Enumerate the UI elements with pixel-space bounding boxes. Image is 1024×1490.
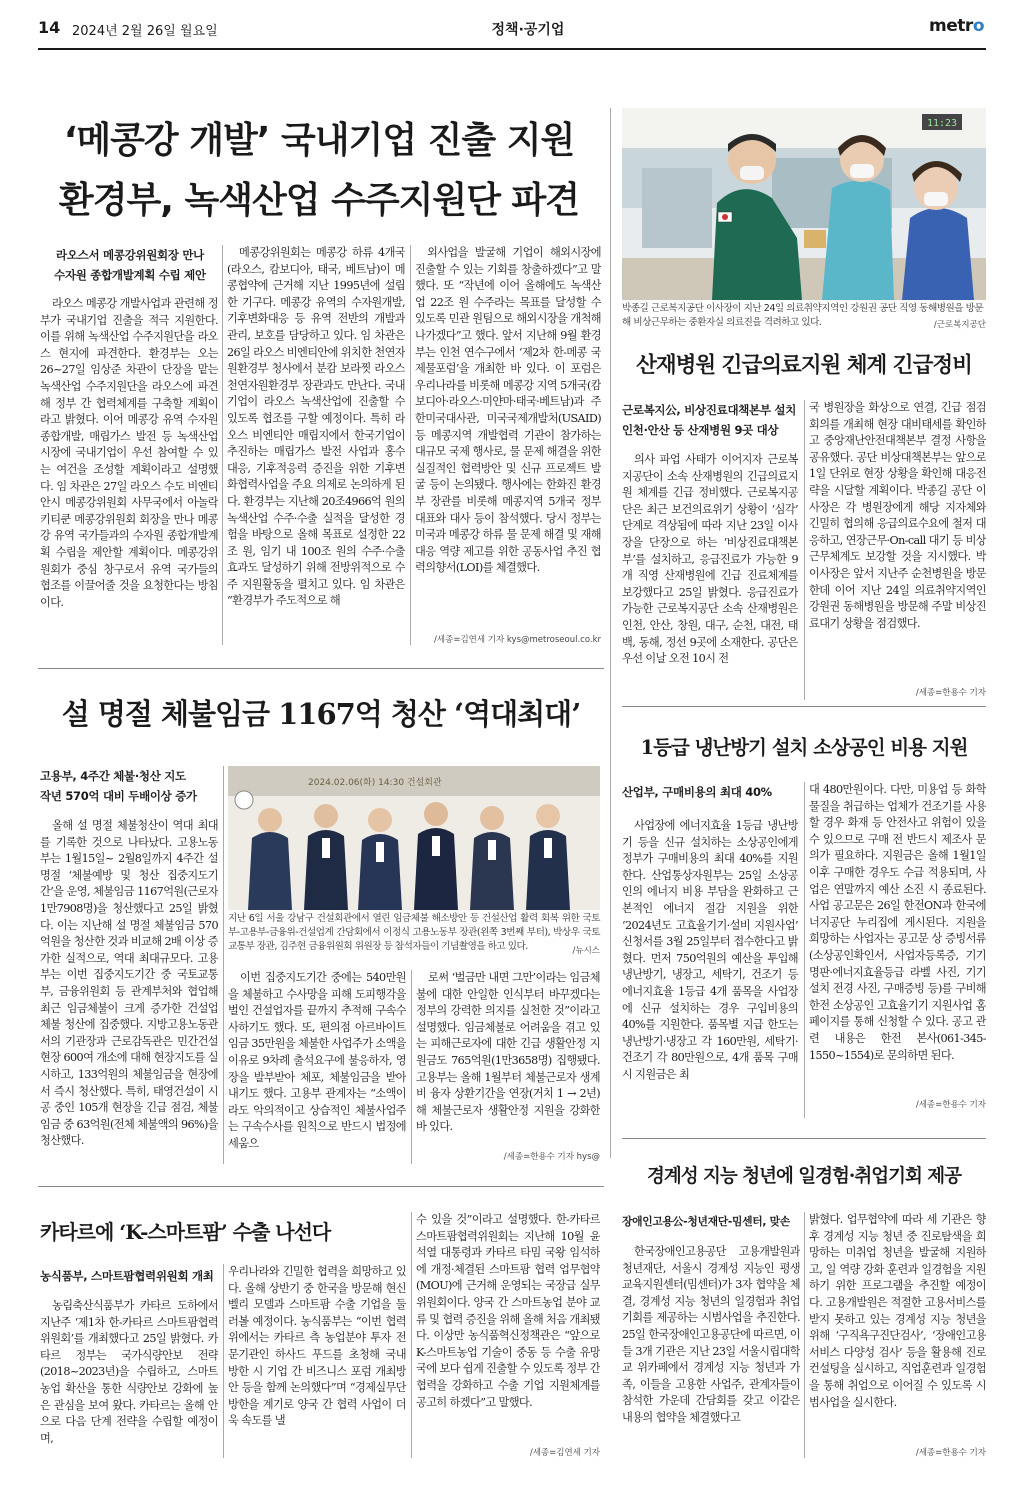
a2-title: 산재병원 긴급의료지원 체계 긴급정비: [636, 353, 972, 378]
a6-column-1: 한국장애인고용공단 고용개발원과 청년재단, 서울시 경계성 지능인 평생교육지원센터(밈센터)가 3자 협약을 체결, 경계성 지능 청년의 일경험과 취업 기회를 제공하는 시범사업을 추진한다. 25일 한국장애인고용공단에 따르면, 이들 3개 기관은 지난 23일 서울시립대학교 위카페에서 경계성 지능 청년과 가족, 이들을 고용한 사업주, 관계자들이 참석한 가운데 간담회를 갖고 이같은 내용의 협약을 체결했다고: [622, 1245, 800, 1424]
column-rule: [804, 782, 805, 1118]
a1-byline: /세종=김연세 기자 kys@metroseoul.co.kr: [434, 635, 601, 645]
a6-subheading: 장애인고용公-청년재단-밈센터, 맞손: [622, 1215, 790, 1228]
a5-byline: /세종=김연세 기자: [529, 1448, 600, 1458]
a6-title: 경계성 지능 청년에 일경험·취업기회 제공: [646, 1166, 961, 1187]
issue-date: 2024년 2월 26일 월요일: [72, 24, 218, 39]
a1-title-line2: 환경부, 녹색산업 수주지원단 파견: [58, 180, 580, 221]
section-name: 정책·공기업: [491, 22, 565, 38]
a1-column-2: 메콩강위원회는 메콩강 하류 4개국(라오스, 캄보디아, 태국, 베트남)이 메콩협약에 근거해 지난 1995년에 설립한 기구다. 메콩강 유역의 수자원개발, 기후변화대응 등 유역 전반의 개발과 관리, 보호를 담당하고 있다. 임 차관은 26일 라오스 비엔티안에 위치한 천연자원환경부 청사에서 분캄 보라찟 라오스 천연자원환경부 장관과도 만난다. 국내기업이 라오스 녹색산업에 진출할 수 있도록 협조를 구할 예정이다. 특히 라오스 비엔티안 매립지에서 한국기업이 추진하는 매립가스 발전 사업과 홍수 대응, 기후적응력 증진을 위한 기후변화협력사업을 주요 의제로 논의하게 된다. 환경부는 지난해 20조4966억 원의 녹색산업 수주·수출 실적을 달성한 경험을 바탕으로 올해 목표로 설정한 22조 원, 임기 내 100조 원의 수주·수출 효과도 달성하기 위해 전방위적으로 수주 지원활동을 펼치고 있다. 임 차관은 “환경부가 주도적으로 해: [227, 246, 405, 608]
wall-clock: 11:23: [926, 118, 958, 129]
a5-column-1: 농림축산식품부가 카타르 도하에서 지난주 ‘제1차 한-카타르 스마트팜협력위원회’를 개최했다고 25일 밝혔다. 카타르 정부는 국가식량안보 전략(2018~2023년)을 수립하고, 스마트농업 확산을 통한 식량안보 강화에 높은 관심을 보여 왔다. 카타르는 올해 안으로 다음 단계 전략을 수립할 예정이며,: [40, 1299, 218, 1445]
a6-byline: /세종=한용수 기자: [915, 1448, 986, 1458]
a4-title: 1등급 냉난방기 설치 소상공인 비용 지원: [640, 736, 968, 759]
a6-column-2: 밝혔다. 업무협약에 따라 세 기관은 향후 경계성 지능 청년 중 진로탐색을 희망하는 미취업 청년을 발굴해 지원하고, 일 역량 강화 훈련과 일경험을 지원하기 위한 프로그램을 추진할 예정이다. 고용개발원은 적절한 고용서비스를 받지 못하고 있는 경계성 지능 청년을 위해 ‘구직욕구진단검사’, ‘장애인고용 서비스 다양성 검사’ 등을 활용해 진로 컨설팅을 실시하고, 직업훈련과 일경험을 통해 취업으로 이어질 수 있도록 시범사업을 실시한다.: [809, 1213, 986, 1409]
a4-column-1: 사업장에 에너지효율 1등급 냉난방기 등을 신규 설치하는 소상공인에게 정부가 구매비용의 최대 40%를 지원한다. 산업통상자원부는 25일 소상공인의 에너지 비용 부담을 완화하고 근본적인 에너지 절감 지원을 위한 ‘2024년도 고효율기기·설비 지원사업’ 신청서를 3월 25일부터 접수한다고 밝혔다. 먼저 750억원의 예산을 투입해 냉난방기, 냉장고, 세탁기, 건조기 등 에너지효율 1등급 4개 품목을 사업장에 신규 설치하는 경우 구입비용의 40%를 지원한다. 품목별 지급 한도는 냉난방기·냉장고 각 160만원, 세탁기·건조기 각 80만원으로, 4개 품목 구매시 지원금은 최: [622, 819, 798, 1081]
a2-subheading: 근로복지公, 비상진료대책본부 설치 인천·안산 등 산재병원 9곳 대상: [622, 403, 797, 437]
a3-byline: /세종=한용수 기자 hys@: [503, 1152, 600, 1162]
section-divider: [38, 668, 604, 669]
column-rule: [222, 245, 223, 645]
a4-subheading: 산업부, 구매비용의 최대 40%: [622, 785, 772, 799]
event-banner: 2024.02.06(화) 14:30 건설회관: [308, 778, 442, 788]
column-rule: [411, 1212, 412, 1458]
a1-column-3: 외사업을 발굴해 기업이 해외시장에 진출할 수 있는 기회를 창출하겠다”고 말했다. 또 “작년에 이어 올해에도 녹색산업 22조 원 수주라는 목표를 달성할 수 있도록 민관 원팀으로 해외시장을 개척해 나가겠다”고 했다. 앞서 지난해 9월 환경부는 인천 연수구에서 ‘제2차 한-메콩 국제물포럼’을 개최한 바 있다. 이 포럼은 우리나라를 비롯해 메콩강 지역 5개국(캄보디아·라오스·미얀마·태국·베트남)과 주한미국대사관, 미국국제개발처(USAID) 등 메콩지역 개발협력 기관이 참가하는 대규모 국제 행사로, 물 문제 해결을 위한 실질적인 협력방안 및 신규 프로젝트 발굴 등이 논의됐다. 행사에는 한화진 환경부 장관를 비롯해 메콩지역 5개국 정부 대표와 대사 등이 참석했다. 당시 정부는 미국과 메콩강 하류 물 문제 해결 및 재해대응 역량 제고를 위한 공동사업 추진 협력의향서(LOI)를 체결했다.: [415, 246, 601, 575]
a2-byline: /세종=한용수 기자: [915, 688, 986, 698]
section-divider: [622, 706, 986, 707]
a1-subheading: 라오스서 메콩강위원회장 만나 수자원 종합개발계획 수립 제안: [54, 248, 206, 282]
photo1-caption: 박종길 근로복지공단 이사장이 지난 24일 의료취약지역인 강원권 공단 직영 동해병원을 방문해 비상근무하는 중환자실 의료진을 격려하고 있다.: [622, 303, 984, 328]
a5-subheading: 농식품부, 스마트팜협력위원회 개최: [40, 1269, 214, 1283]
a3-column-3: 로써 ‘벌금만 내면 그만’이라는 임금체불에 대한 안일한 인식부터 바꾸겠다는 정부의 강력한 의지를 실천한 것”이라고 설명했다. 임금체불로 어려움을 겪고 있는 피해근로자에 대한 긴급 생활안정 지원금도 765억원(1만3658명) 집행됐다. 고용부는 올해 1월부터 체불근로자 생계비 융자 상환기간을 연장(거치 1 → 2년)해 체불근로자 생활안정 지원을 강화한 바 있다.: [416, 971, 600, 1134]
a3-column-1: 올해 설 명절 체불청산이 역대 최대를 기록한 것으로 나타났다. 고용노동부는 1월15일~ 2월8일까지 4주간 설 명절 ‘체불예방 및 청산 집중지도기간’을 운영, 체불임금 1167억원(근로자 1만7908명)을 청산했다고 25일 밝혔다. 이는 지난해 설 명절 체불임금 570억원을 청산한 것과 비교해 2배 이상 증가한 실적으로, 역대 최대규모다. 고용부는 이번 집중지도기간 중 국토교통부, 금융위원회 등 관계부처와 협업해 최근 임금체불이 크게 증가한 건설업 체불 청산에 집중했다. 지방고용노동관서의 기관장과 근로감독관은 민간건설현장 600여 개소에 대해 현장지도를 실시하고, 133억원의 체불임금을 현장에서 즉시 청산했다. 특히, 태영건설이 시공 중인 105개 현장을 긴급 점검, 체불임금 중 63억원(전체 체불액의 96%)을 청산했다.: [40, 819, 218, 1148]
a5-column-2: 우리나라와 긴밀한 협력을 희망하고 있다. 올해 상반기 중 한국을 방문해 현신벨리 모델과 스마트팜 수출 기업을 둘러볼 예정이다. 농식품부는 “이번 협력위에서는 카타르 측 농업분야 투자 전문기관인 하사드 푸드를 초청해 국내 방한 시 기업 간 비즈니스 포럼 개최방안 등을 함께 논의했다”며 “경제실무단 방한을 계기로 양국 간 협력 사업이 더욱 속도를 낼: [228, 1265, 406, 1428]
page-gutter-rule: [610, 108, 611, 1158]
a1-title-line1: ‘메콩강 개발’ 국내기업 진출 지원: [63, 120, 575, 161]
a4-byline: /세종=한용수 기자: [915, 1100, 986, 1110]
page-number: 14: [38, 18, 61, 37]
section-divider: [38, 1186, 604, 1187]
a3-title: 설 명절 체불임금 1167억 청산 ‘역대최대’: [61, 697, 581, 731]
column-rule: [223, 1264, 224, 1458]
metro-logo: metro: [929, 16, 984, 36]
photo1-credit: /근로복지공단: [933, 320, 986, 330]
a4-column-2: 대 480만원이다. 다만, 미용업 등 화학물질을 취급하는 업체가 건조기를 사용할 경우 화재 등 안전사고 위험이 있을 수 있으므로 구매 전 반드시 제조사 문의가 필요하다. 지원금은 올해 1월1일 이후 구매한 경우도 수급 적용되며, 사업은 연말까지 예산 소진 시 종료된다. 사업 공고문은 26일 한전ON과 한국에너지공단 누리집에 게시된다. 지원을 희망하는 사업자는 공고문 상 증빙서류(소상공인확인서, 사업자등록증, 기기명판·에너지효율등급 라벨 사진, 기기설치 전경 사진, 구매증빙 등)를 구비해 한전 소상공인 고효율기기 지원사업 홈페이지를 통해 신청할 수 있다. 공고 관련 내용은 한전 본사(061-345-1550~1554)로 문의하면 된다.: [809, 783, 986, 1062]
column-rule: [410, 245, 411, 645]
a5-title: 카타르에 ‘K-스마트팜’ 수출 나선다: [40, 1220, 331, 1244]
column-rule: [804, 400, 805, 700]
page-header: [38, 14, 986, 50]
photo2-credit: /뉴시스: [572, 946, 600, 956]
hospital-photo: [622, 108, 986, 300]
column-rule: [223, 766, 224, 1164]
section-divider: [622, 1138, 986, 1139]
a2-column-2: 국 병원장을 화상으로 연결, 긴급 점검회의를 개최해 현장 대비태세를 확인하고 중앙재난안전대책본부 결정 사항을 공유했다. 공단 비상대책본부는 앞으로 1일 단위로 현장 상황을 확인해 대응전략을 시달할 계획이다. 박종길 공단 이사장은 각 병원장에게 해당 지자체와 긴밀히 협의해 응급의료수요에 철저 대응하고, 연장근무·On-call 대기 등 비상근무체계도 보강할 것을 지시했다. 박 이사장은 앞서 지난주 순천병원을 방문한데 이어 지난 24일 의료취약지역인 강원권 동해병원을 방문해 주말 비상진료대기 상황을 점검했다.: [809, 401, 986, 630]
a3-subheading: 고용부, 4주간 체불·청산 지도 작년 570억 대비 두배이상 증가: [40, 769, 197, 803]
column-rule: [411, 970, 412, 1164]
a1-column-1: 라오스 메콩강 개발사업과 관련해 정부가 국내기업 진출을 적극 지원한다. 이를 위해 녹색산업 수주지원단을 라오스 현지에 파견한다. 환경부는 오는 26~27일 임상준 차관이 단장을 맡는 녹색산업 수주지원단을 라오스에 파견해 정부 간 협력체계를 구축할 계획이라고 밝혔다. 이어 메콩강 유역 수자원 종합개발, 매립가스 발전 등 녹색산업 시장에 국내기업이 우선 참여할 수 있는 여건을 조성할 계획이라고 설명했다. 임 차관은 27일 라오스 수도 비엔티안시 메콩강위원회 사무국에서 아놀락 키티쿤 메콩강위원회 회장을 만나 메콩강 유역 국가들과의 수자원 종합개발계획 수립을 제안할 계획이다. 메콩강위원회가 중심 창구로서 유역 국가들의 협조를 이끌어줄 것을 요청한다는 방침이다.: [40, 297, 218, 609]
ceremony-photo: [228, 766, 600, 910]
a5-column-3: 수 있을 것”이라고 설명했다. 한-카타르 스마트팜협력위원회는 지난해 10월 윤석열 대통령과 카타르 타밈 국왕 임석하에 개정·체결된 스마트팜 협력 업무협약(MOU)에 근거해 운영되는 국장급 실무위원회이다. 양국 간 스마트농업 분야 교류 및 협력 증진을 위해 올해 처음 개최됐다. 이상만 농식품혁신정책관은 “앞으로 K-스마트농업 기술이 중동 등 수출 유망국에 보다 쉽게 진출할 수 있도록 정부 간 협력을 강화하고 수출 기업 지원체계를 공고히 하겠다”고 말했다.: [416, 1213, 600, 1409]
a3-column-2: 이번 집중지도기간 중에는 540만원을 체불하고 수사망을 피해 도피행각을 벌인 건설업자를 끝까지 추적해 구속수사하기도 했다. 또, 편의점 아르바이트 임금 35만원을 체불한 사업주가 소액을 이유로 9차례 출석요구에 불응하자, 영장을 발부받아 체포, 체불임금을 받아내기도 했다. 고용부 관계자는 “소액이라도 악의적이고 상습적인 체불사업주는 구속수사를 원칙으로 반드시 법정에 세움으: [228, 971, 406, 1150]
photo2-caption: 지난 6일 서울 강남구 건설회관에서 열린 임금체불 해소방안 등 건설산업 활력 회복 위한 국토부-고용부-금융위-건설업계 간담회에서 이정식 고용노동부 장관(왼쪽 3번째 부터), 박상우 국토교통부 장관, 김주현 금융위원회 위원장 등 참석자들이 기념촬영을 하고 있다.: [228, 913, 600, 952]
a2-column-1: 의사 파업 사태가 이어지자 근로복지공단이 소속 산재병원의 긴급의료지원 체계를 긴급 정비했다. 근로복지공단은 최근 보건의료위기 상황이 ‘심각’ 단계로 격상됨에 따라 지난 23일 이사장을 단장으로 하는 ‘비상진료대책본부’를 설치하고, 응급진료가 가능한 9개 직영 산재병원에 긴급 진료체계를 보강했다고 25일 밝혔다. 응급진료가 가능한 근로복지공단 소속 산재병원은 인천, 안산, 창원, 대구, 순천, 대전, 태백, 동해, 정선 9곳에 소재한다. 공단은 우선 이날 오전 10시 전: [622, 453, 798, 666]
column-rule: [804, 1212, 805, 1458]
